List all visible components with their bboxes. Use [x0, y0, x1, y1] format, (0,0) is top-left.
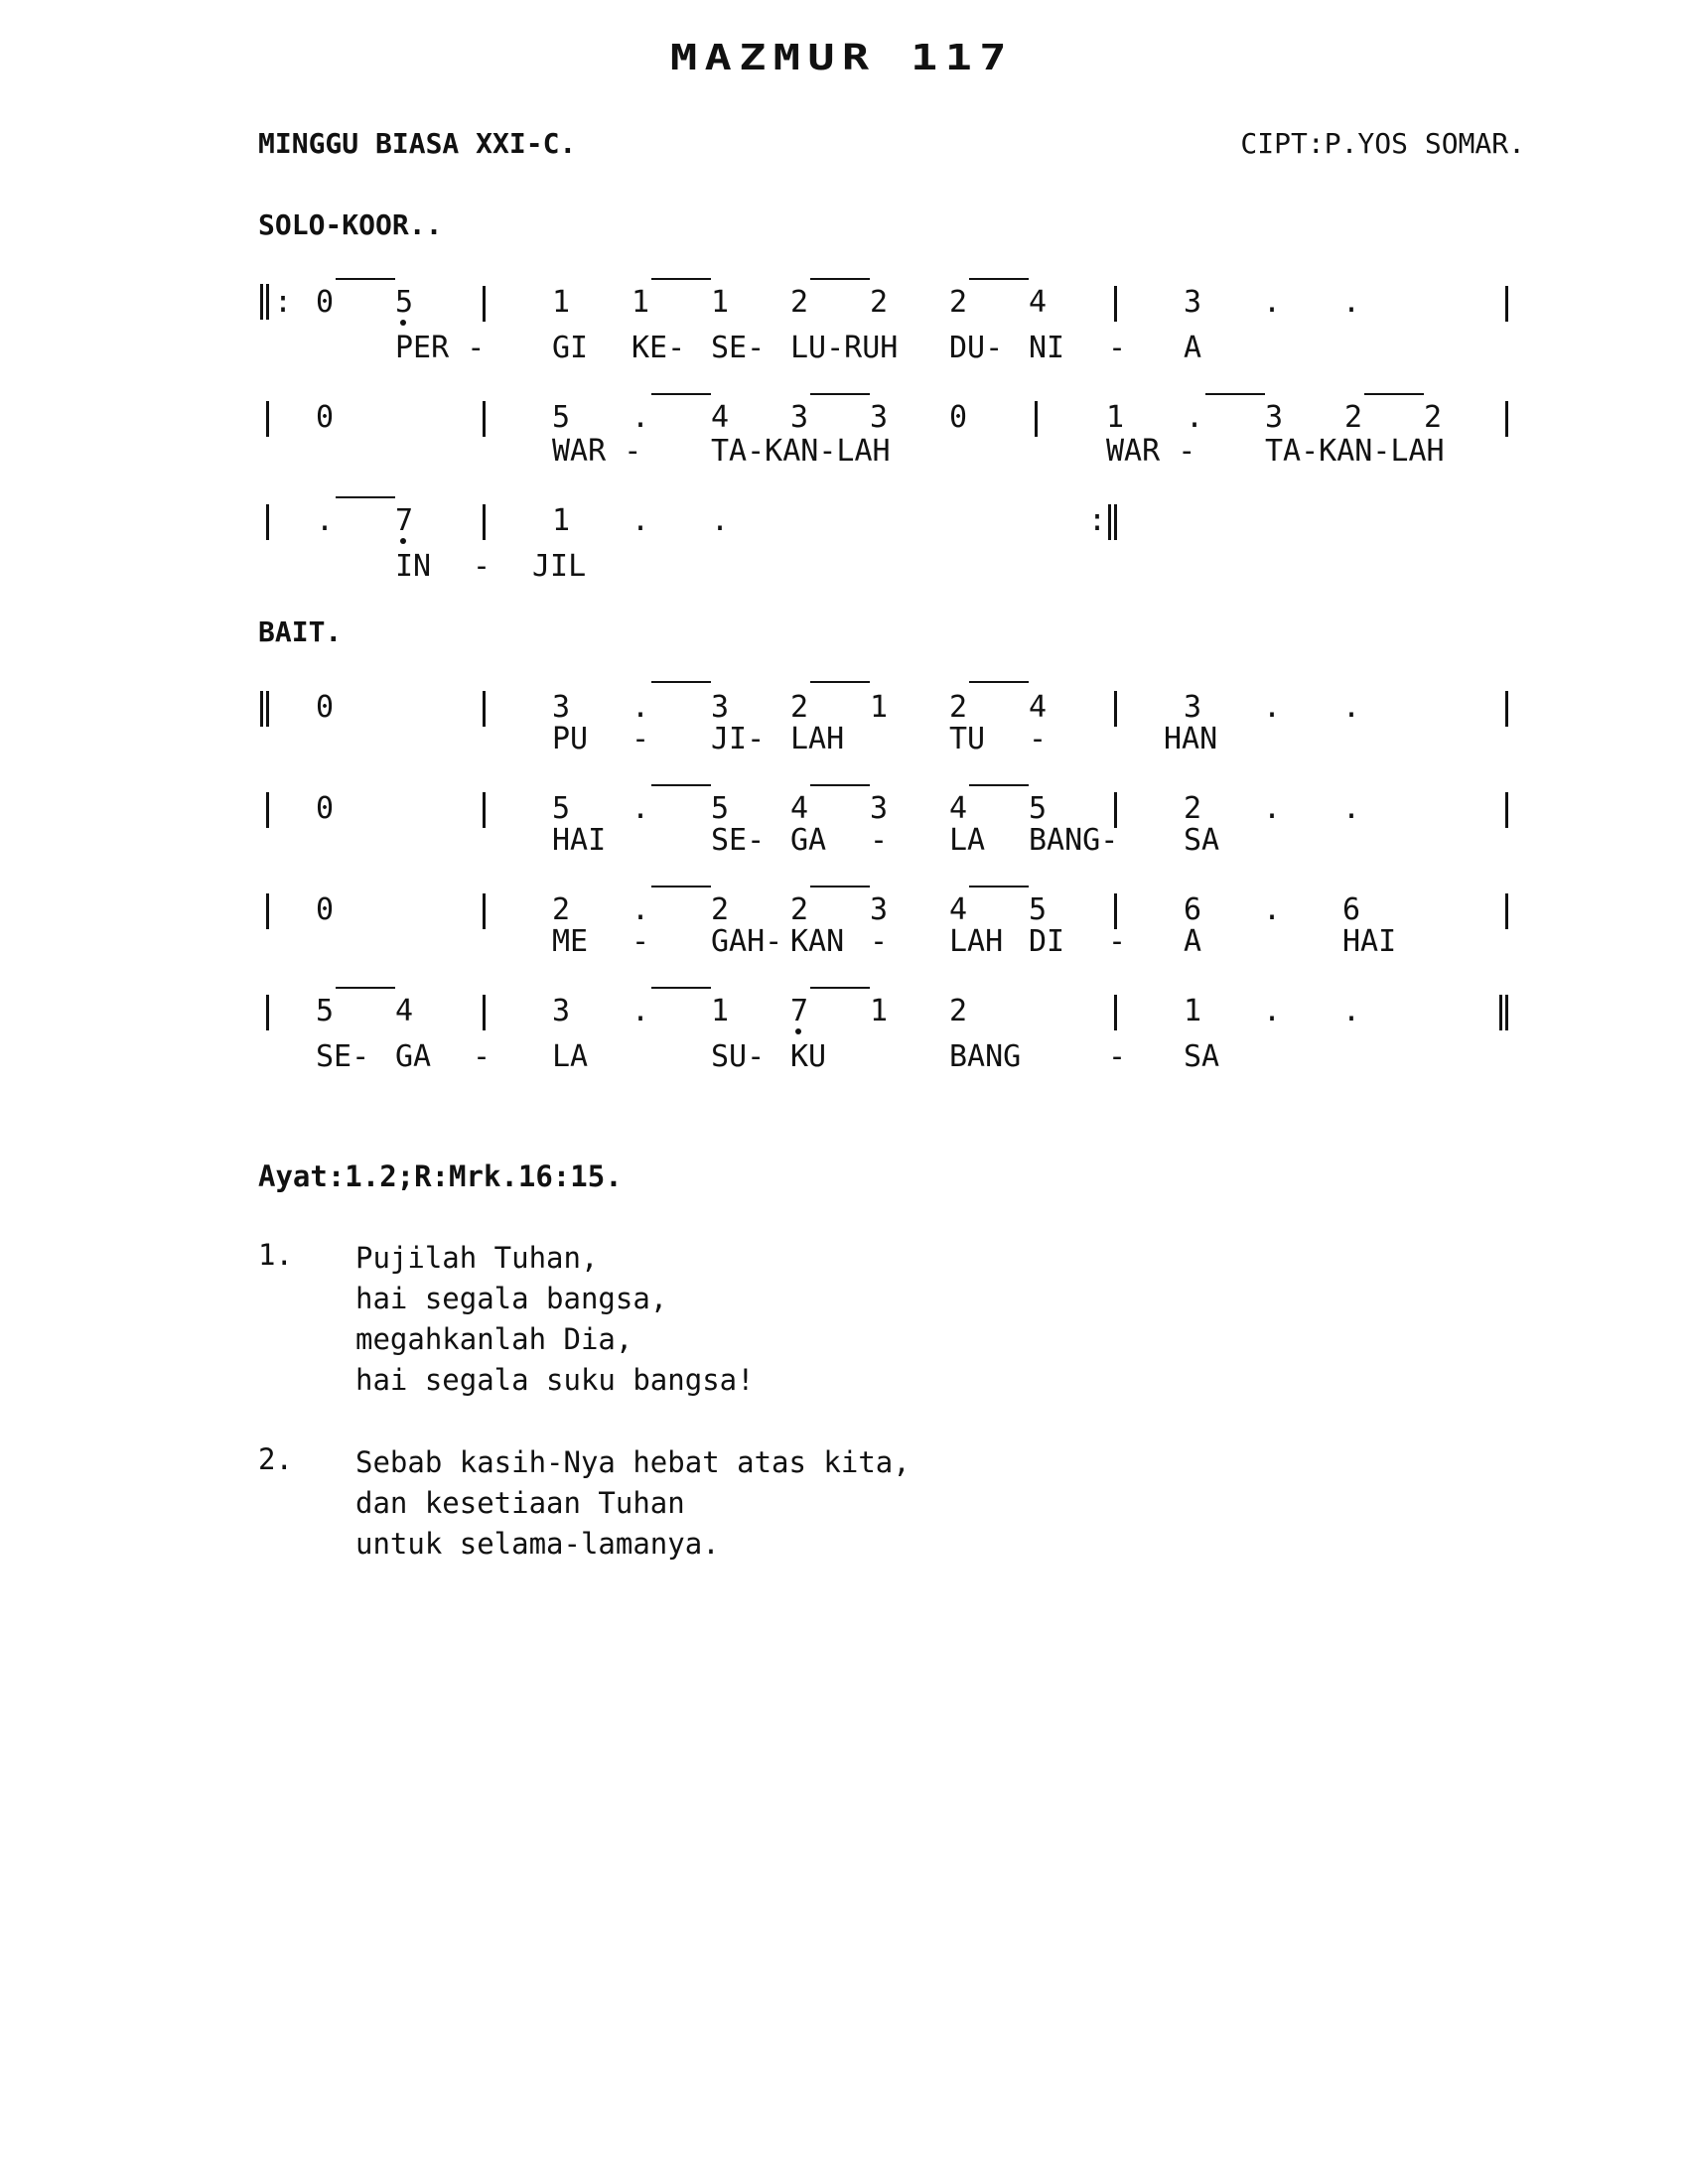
lyric: KAN: [790, 924, 845, 959]
lyric: -: [870, 924, 889, 959]
dot: .: [1263, 690, 1282, 725]
lyric: HAI: [1342, 924, 1397, 959]
verse-text-1: [355, 1238, 755, 1401]
dot: .: [1342, 285, 1361, 320]
note: 3: [870, 791, 889, 826]
barline: [483, 401, 486, 437]
dot: .: [1263, 285, 1282, 320]
barline: [1505, 691, 1508, 727]
note: 1: [552, 503, 571, 538]
lyric: SA: [1184, 1039, 1220, 1074]
lyric: DU-: [949, 331, 1004, 365]
note: 3: [1184, 285, 1202, 320]
note: 2: [949, 994, 968, 1028]
lyric: DI: [1029, 924, 1065, 959]
note: 0: [316, 690, 335, 725]
barline: [266, 893, 269, 929]
repeat-start-barline: [260, 284, 269, 320]
note: 6: [1184, 892, 1202, 927]
note: 0: [316, 791, 335, 826]
note: 7: [395, 503, 414, 538]
beam: [969, 681, 1029, 683]
repeat-start-colon: :: [274, 285, 293, 320]
verse-line: megahkanlah Dia,: [355, 1322, 633, 1356]
beam: [336, 278, 395, 280]
lyric: A: [1184, 331, 1202, 365]
note: 3: [1265, 400, 1284, 435]
note: 4: [790, 791, 809, 826]
note: 4: [395, 994, 414, 1028]
lyric: SE-: [316, 1039, 370, 1074]
note: 1: [1184, 994, 1202, 1028]
barline: [1114, 691, 1117, 727]
dot: .: [632, 690, 650, 725]
barline: [1114, 286, 1117, 322]
lyric: KU: [790, 1039, 827, 1074]
barline: [1505, 286, 1508, 322]
verse-line: Sebab kasih-Nya hebat atas kita,: [355, 1445, 911, 1479]
beam: [1205, 393, 1265, 395]
note: 1: [711, 994, 730, 1028]
lyric: SU-: [711, 1039, 766, 1074]
lyric: TU: [949, 722, 986, 756]
lyric: TA-KAN-LAH: [1265, 434, 1445, 469]
dot: .: [632, 791, 650, 826]
lyric: SE-: [711, 823, 766, 858]
lower-octave-dot: [400, 538, 406, 544]
lyric: SA: [1184, 823, 1220, 858]
note: 4: [1029, 690, 1048, 725]
lyric: KE-: [632, 331, 686, 365]
lower-octave-dot: [795, 1028, 801, 1034]
beam: [810, 784, 870, 786]
beam: [810, 886, 870, 887]
barline: [483, 504, 486, 540]
verse-number: 1.: [258, 1238, 293, 1272]
lyric: GA: [790, 823, 827, 858]
note: 2: [1184, 791, 1202, 826]
beam: [336, 496, 395, 498]
verse-heading: BAIT.: [258, 615, 343, 648]
note: 2: [790, 892, 809, 927]
barline: [1035, 401, 1038, 437]
note: 3: [870, 892, 889, 927]
note: 5: [552, 400, 571, 435]
lyric: GI: [552, 331, 589, 365]
barline: [483, 792, 486, 828]
composer-credit: CIPT:P.YOS SOMAR.: [1240, 127, 1525, 160]
note: 2: [870, 285, 889, 320]
note: 3: [790, 400, 809, 435]
refrain-heading: SOLO-KOOR..: [258, 208, 443, 241]
lyric: JIL: [532, 549, 587, 584]
beam: [651, 681, 711, 683]
lyric: -: [473, 1039, 491, 1074]
dot: .: [632, 892, 650, 927]
dot: .: [632, 400, 650, 435]
lyric: LA: [552, 1039, 589, 1074]
dot: .: [1342, 791, 1361, 826]
note: 2: [790, 690, 809, 725]
note: 3: [552, 994, 571, 1028]
note: 5: [316, 994, 335, 1028]
lyric: JI-: [711, 722, 766, 756]
beam: [336, 987, 395, 989]
lyric: TA-KAN-LAH: [711, 434, 891, 469]
barline: [483, 691, 486, 727]
beam: [651, 886, 711, 887]
note: 3: [870, 400, 889, 435]
beam: [969, 886, 1029, 887]
dot: .: [1342, 994, 1361, 1028]
barline: [1505, 401, 1508, 437]
barline: [1505, 792, 1508, 828]
barline: [483, 286, 486, 322]
barline: [266, 792, 269, 828]
note: 5: [552, 791, 571, 826]
beam: [651, 987, 711, 989]
note: 1: [552, 285, 571, 320]
note: 2: [1344, 400, 1363, 435]
lyric: -: [632, 924, 650, 959]
lyric: HAN: [1164, 722, 1218, 756]
repeat-end-colon: :: [1088, 503, 1107, 538]
dot: .: [316, 503, 335, 538]
verse-line: Pujilah Tuhan,: [355, 1241, 599, 1275]
beam: [969, 278, 1029, 280]
occasion-label: MINGGU BIASA XXI-C.: [258, 127, 577, 160]
note: 2: [711, 892, 730, 927]
dot: .: [632, 503, 650, 538]
barline: [266, 401, 269, 437]
lyric: WAR -: [552, 434, 642, 469]
lyric: A: [1184, 924, 1202, 959]
barline: [1505, 893, 1508, 929]
lyric: WAR -: [1106, 434, 1196, 469]
note: 0: [316, 400, 335, 435]
note: 4: [1029, 285, 1048, 320]
lyric: LAH: [949, 924, 1004, 959]
note: 2: [552, 892, 571, 927]
dot: .: [711, 503, 730, 538]
lyric: LAH: [790, 722, 845, 756]
note: 7: [790, 994, 809, 1028]
lyric: -: [870, 823, 889, 858]
dot: .: [1263, 791, 1282, 826]
lyric: GA: [395, 1039, 432, 1074]
note: 2: [1424, 400, 1443, 435]
beam: [810, 393, 870, 395]
dot: .: [632, 994, 650, 1028]
note: 4: [949, 791, 968, 826]
lyric: -: [1029, 722, 1048, 756]
beam: [810, 278, 870, 280]
note: 3: [1184, 690, 1202, 725]
repeat-end-barline: [1108, 504, 1117, 540]
lyric: NI: [1029, 331, 1065, 365]
beam: [810, 681, 870, 683]
lyric: -: [632, 722, 650, 756]
note: 0: [949, 400, 968, 435]
dot: .: [1342, 690, 1361, 725]
double-barline: [260, 691, 269, 727]
lyric: ME: [552, 924, 589, 959]
note: 5: [1029, 791, 1048, 826]
lyric: -: [1108, 924, 1127, 959]
beam: [810, 987, 870, 989]
note: 0: [316, 892, 335, 927]
beam: [1364, 393, 1424, 395]
dot: .: [1263, 994, 1282, 1028]
lower-octave-dot: [400, 320, 406, 326]
barline: [483, 995, 486, 1030]
note: 5: [395, 285, 414, 320]
note: 1: [870, 994, 889, 1028]
page-title: MAZMUR 117: [670, 38, 1014, 78]
lyric: -: [1108, 1039, 1127, 1074]
barline: [1114, 995, 1117, 1030]
lyric: -: [1108, 331, 1127, 365]
lyric: LU-RUH: [790, 331, 899, 365]
lyric: IN: [395, 549, 432, 584]
verse-line: untuk selama-lamanya.: [355, 1527, 720, 1561]
beam: [651, 784, 711, 786]
beam: [969, 784, 1029, 786]
lyric: SE-: [711, 331, 766, 365]
note: 2: [949, 285, 968, 320]
final-double-barline: [1499, 995, 1508, 1030]
beam: [651, 393, 711, 395]
note: 5: [1029, 892, 1048, 927]
lyric: BANG-: [1029, 823, 1119, 858]
verse-line: hai segala bangsa,: [355, 1282, 668, 1315]
dot: .: [1186, 400, 1204, 435]
note: 4: [949, 892, 968, 927]
note: 6: [1342, 892, 1361, 927]
dot: .: [1263, 892, 1282, 927]
note: 3: [711, 690, 730, 725]
lyric: -: [473, 549, 491, 584]
note: 2: [790, 285, 809, 320]
lyric: HAI: [552, 823, 607, 858]
verse-line: hai segala suku bangsa!: [355, 1363, 755, 1397]
note: 5: [711, 791, 730, 826]
beam: [651, 278, 711, 280]
verse-line: dan kesetiaan Tuhan: [355, 1486, 685, 1520]
verse-number: 2.: [258, 1442, 293, 1476]
scripture-reference: Ayat:1.2;R:Mrk.16:15.: [258, 1160, 623, 1193]
lyric: PU: [552, 722, 589, 756]
lyric: GAH-: [711, 924, 783, 959]
note: 1: [870, 690, 889, 725]
note: 2: [949, 690, 968, 725]
lyric: PER -: [395, 331, 486, 365]
note: 3: [552, 690, 571, 725]
barline: [266, 995, 269, 1030]
barline: [483, 893, 486, 929]
note: 0: [316, 285, 335, 320]
verse-text-2: [355, 1442, 911, 1565]
note: 1: [711, 285, 730, 320]
note: 4: [711, 400, 730, 435]
lyric: LA: [949, 823, 986, 858]
lyric: BANG: [949, 1039, 1022, 1074]
barline: [266, 504, 269, 540]
note: 1: [632, 285, 650, 320]
note: 1: [1106, 400, 1125, 435]
